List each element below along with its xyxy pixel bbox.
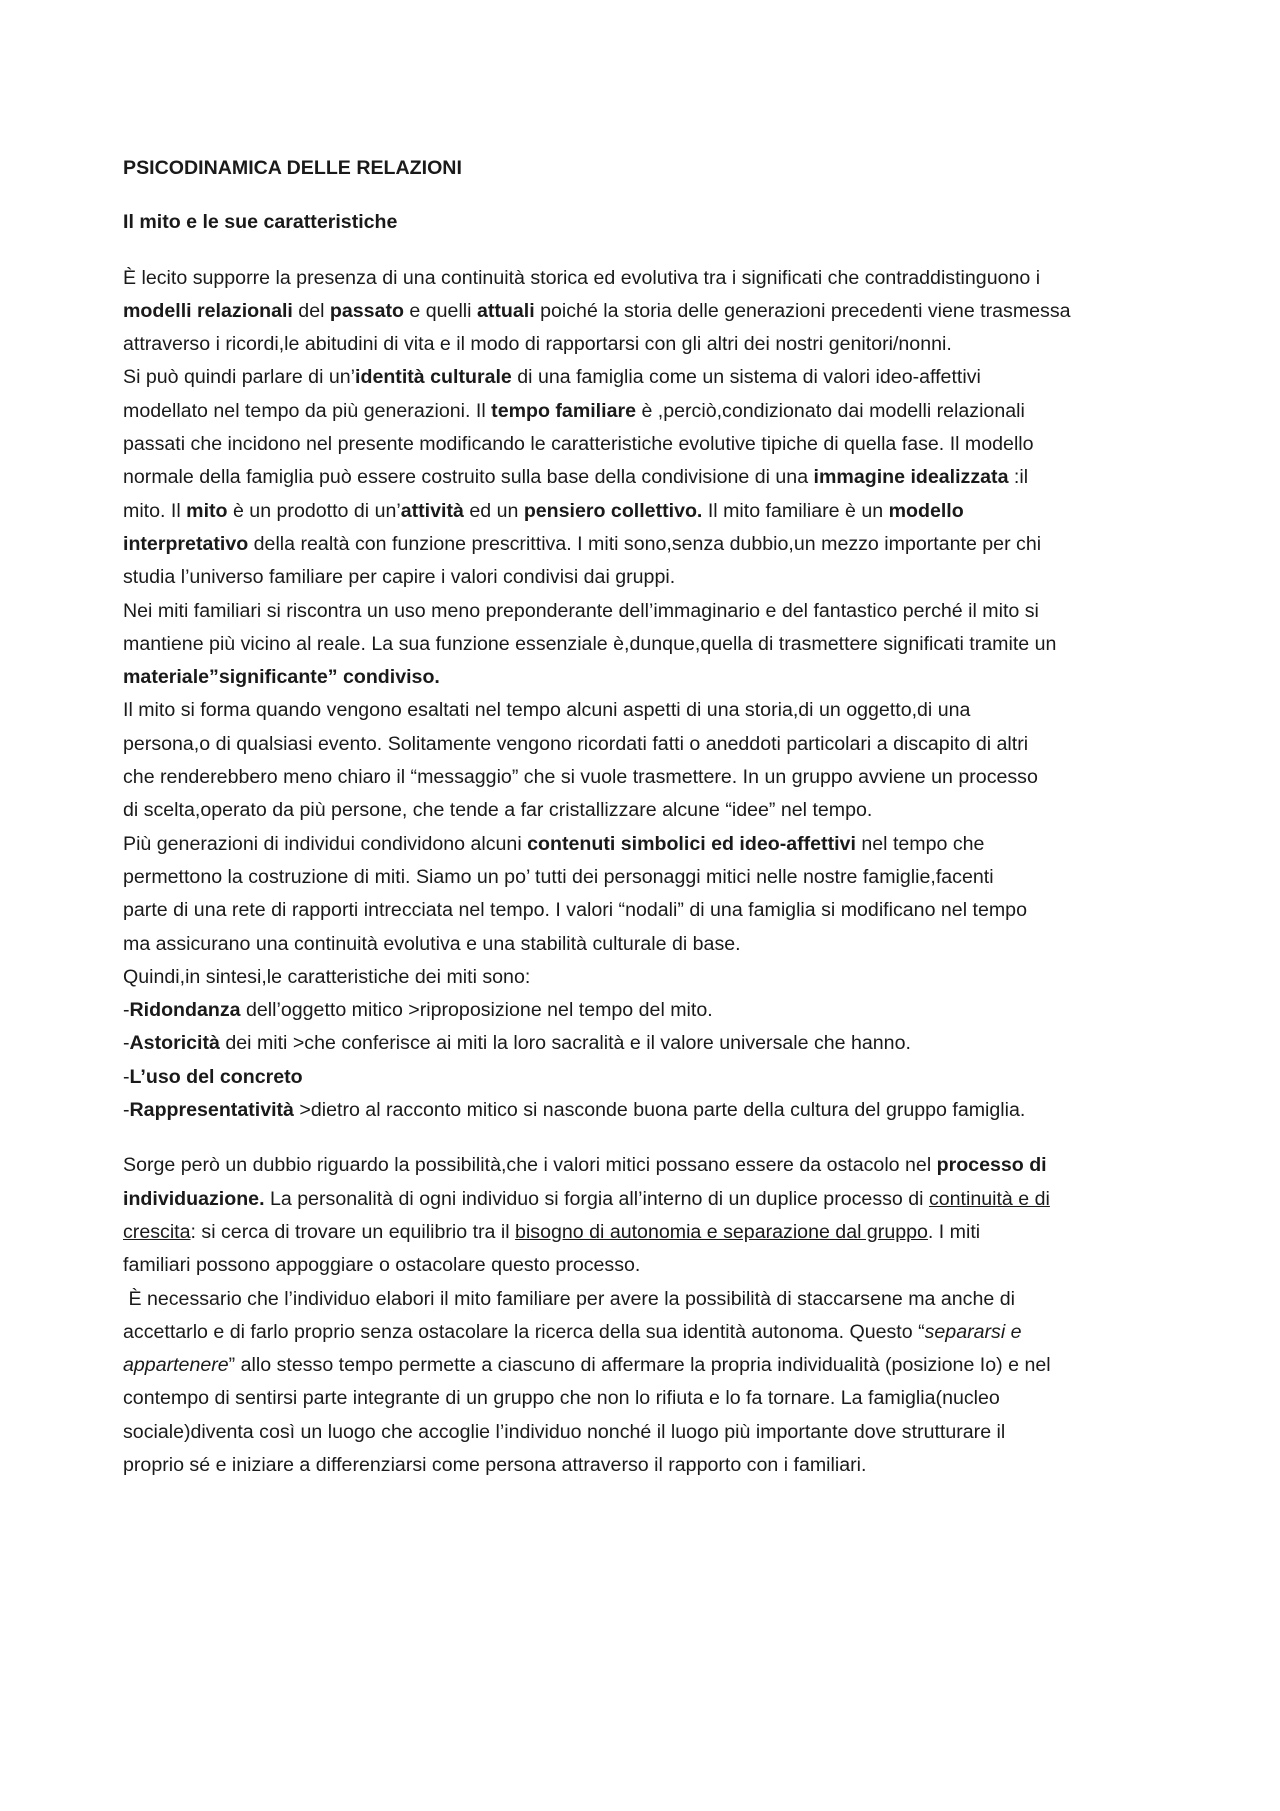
page-title: PSICODINAMICA DELLE RELAZIONI — [123, 157, 462, 179]
text-line: ma assicurano una continuità evolutiva e una stabilità culturale di base. — [123, 932, 741, 955]
text-line: interpretativo della realtà con funzione prescrittiva. I miti sono,senza dubbio,un mezzo importante per chi — [123, 532, 1042, 555]
text-line: familiari possono appoggiare o ostacolare questo processo. — [123, 1254, 641, 1277]
list-item: -L’uso del concreto — [123, 1065, 303, 1088]
list-item: -Ridondanza dell’oggetto mitico >riproposizione nel tempo del mito. — [123, 999, 713, 1022]
text-line: crescita: si cerca di trovare un equilibrio tra il bisogno di autonomia e separazione dal gruppo. I miti — [123, 1220, 981, 1243]
text-line: Sorge però un dubbio riguardo la possibilità,che i valori mitici possano essere da ostacolo nel processo di — [123, 1154, 1047, 1177]
text-line: mito. Il mito è un prodotto di un’attività ed un pensiero collettivo. Il mito familiare è un modello — [123, 499, 964, 522]
text-line: parte di una rete di rapporti intrecciata nel tempo. I valori “nodali” di una famiglia si modificano nel tempo — [123, 899, 1027, 922]
text-line: modelli relazionali del passato e quelli attuali poiché la storia delle generazioni precedenti viene trasmessa — [123, 299, 1071, 322]
text-line: È necessario che l’individuo elabori il mito familiare per avere la possibilità di staccarsene ma anche di — [123, 1287, 1015, 1310]
text-line: attraverso i ricordi,le abitudini di vita e il modo di rapportarsi con gli altri dei nostri genitori/nonni. — [123, 333, 952, 356]
text-line: Più generazioni di individui condividono alcuni contenuti simbolici ed ideo-affettivi nel tempo che — [123, 832, 985, 855]
section-heading: Il mito e le sue caratteristiche — [123, 211, 398, 234]
list-item: -Astoricità dei miti >che conferisce ai miti la loro sacralità e il valore universale che hanno. — [123, 1032, 911, 1055]
text-line: contempo di sentirsi parte integrante di un gruppo che non lo rifiuta e lo fa tornare. La famiglia(nucleo — [123, 1387, 1000, 1410]
text-line: Si può quindi parlare di un’identità culturale di una famiglia come un sistema di valori ideo-affettivi — [123, 366, 981, 389]
text-line: normale della famiglia può essere costruito sulla base della condivisione di una immagine idealizzata :il — [123, 466, 1029, 489]
paragraph-individuazione — [123, 1149, 1173, 1482]
text-line: appartenere” allo stesso tempo permette a ciascuno di affermare la propria individualità (posizione Io) e nel — [123, 1354, 1051, 1377]
text-line: di scelta,operato da più persone, che tende a far cristallizzare alcune “idee” nel tempo. — [123, 799, 873, 822]
text-line: Nei miti familiari si riscontra un uso meno preponderante dell’immaginario e del fantastico perché il mito si — [123, 599, 1039, 622]
text-line: permettono la costruzione di miti. Siamo un po’ tutti dei personaggi mitici nelle nostre famiglie,facenti — [123, 865, 994, 888]
text-line: che renderebbero meno chiaro il “messaggio” che si vuole trasmettere. In un gruppo avviene un processo — [123, 766, 1038, 789]
text-line: persona,o di qualsiasi evento. Solitamente vengono ricordati fatti o aneddoti particolari a discapito di altri — [123, 732, 1029, 755]
text-line: È lecito supporre la presenza di una continuità storica ed evolutiva tra i significati che contraddistinguono i — [123, 266, 1041, 289]
text-line: studia l’universo familiare per capire i valori condivisi dai gruppi. — [123, 566, 676, 589]
list-item: -Rappresentatività >dietro al racconto mitico si nasconde buona parte della cultura del gruppo famiglia. — [123, 1099, 1026, 1122]
text-line: accettarlo e di farlo proprio senza ostacolare la ricerca della sua identità autonoma. Questo “separarsi e — [123, 1320, 1022, 1343]
text-line: Il mito si forma quando vengono esaltati nel tempo alcuni aspetti di una storia,di un oggetto,di una — [123, 699, 971, 722]
text-line: individuazione. La personalità di ogni individuo si forgia all’interno di un duplice processo di continuità e di — [123, 1187, 1050, 1210]
text-line: Quindi,in sintesi,le caratteristiche dei miti sono: — [123, 965, 531, 988]
document-page — [123, 152, 1173, 1482]
text-line: proprio sé e iniziare a differenziarsi come persona attraverso il rapporto con i familiari. — [123, 1453, 867, 1476]
text-line: materiale”significante” condiviso. — [123, 666, 440, 689]
text-line: modellato nel tempo da più generazioni. Il tempo familiare è ,perciò,condizionato dai modelli relazionali — [123, 399, 1025, 422]
text-line: sociale)diventa così un luogo che accoglie l’individuo nonché il luogo più importante dove strutturare il — [123, 1420, 1006, 1443]
paragraph-mito — [123, 262, 1173, 1128]
text-line: passati che incidono nel presente modificando le caratteristiche evolutive tipiche di quella fase. Il modello — [123, 433, 1034, 456]
text-line: mantiene più vicino al reale. La sua funzione essenziale è,dunque,quella di trasmettere significati tramite un — [123, 632, 1057, 655]
